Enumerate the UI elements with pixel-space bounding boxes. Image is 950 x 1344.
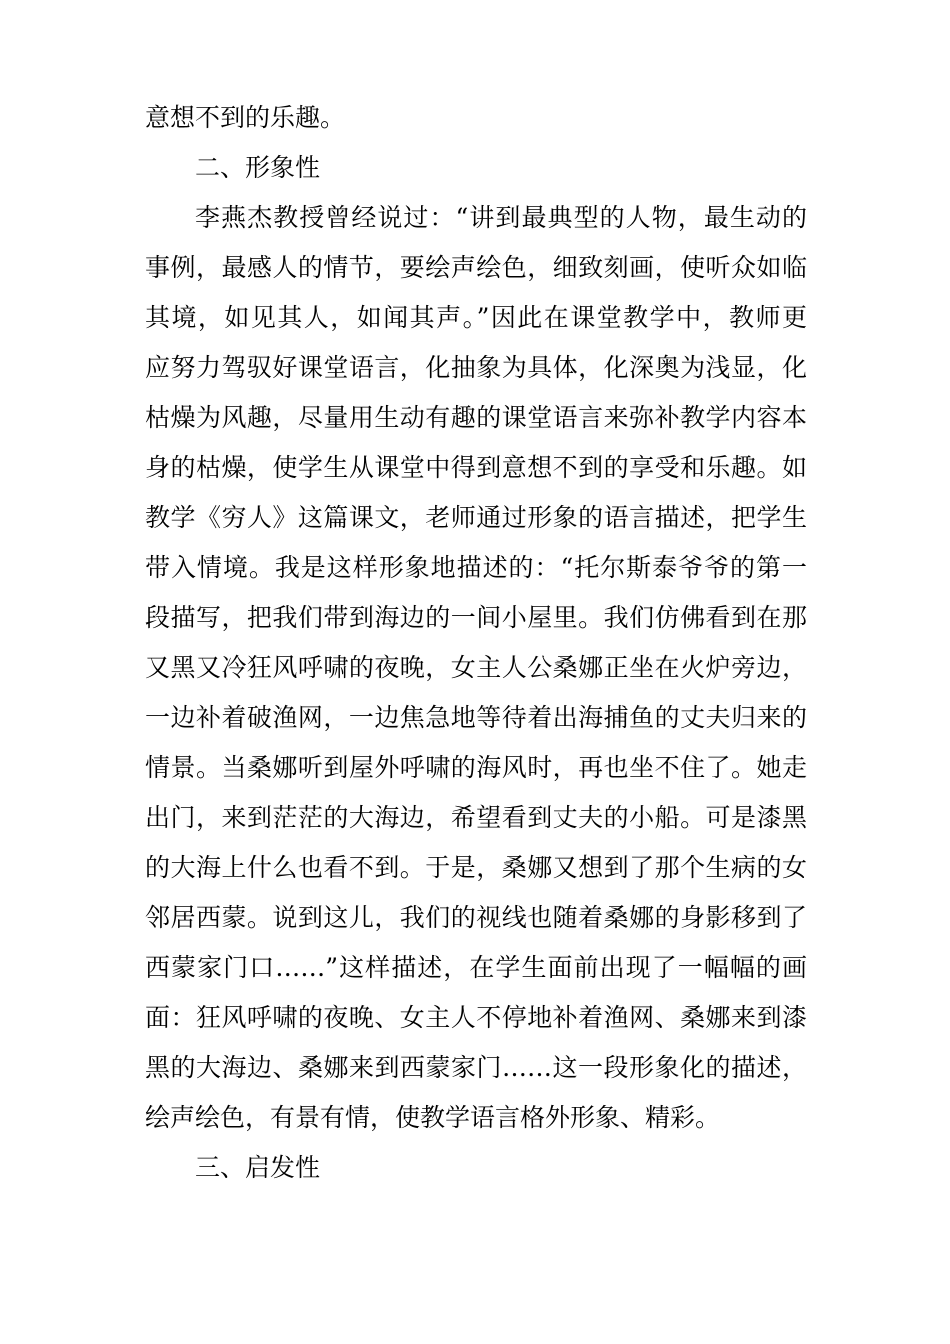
paragraph-line: 身的枯燥，使学生从课堂中得到意想不到的享受和乐趣。如 <box>145 453 807 482</box>
paragraph-line: 枯燥为风趣，尽量用生动有趣的课堂语言来弥补教学内容本 <box>145 403 807 432</box>
paragraph-line: 李燕杰教授曾经说过：“讲到最典型的人物，最生动的 <box>195 203 807 232</box>
paragraph-line: 教学《穷人》这篇课文，老师通过形象的语言描述，把学生 <box>145 503 807 532</box>
paragraph-line: 绘声绘色，有景有情，使教学语言格外形象、精彩。 <box>145 1103 721 1132</box>
paragraph-line: 一边补着破渔网，一边焦急地等待着出海捕鱼的丈夫归来的 <box>145 703 807 732</box>
section-heading-3: 三、启发性 <box>195 1153 321 1182</box>
paragraph-line: 邻居西蒙。说到这儿，我们的视线也随着桑娜的身影移到了 <box>145 903 807 932</box>
paragraph-line: 带入情境。我是这样形象地描述的：“托尔斯泰爷爷的第一 <box>145 553 807 582</box>
section-heading-2: 二、形象性 <box>195 153 321 182</box>
paragraph-line: 西蒙家门口……”这样描述，在学生面前出现了一幅幅的画 <box>145 953 807 982</box>
paragraph-line: 的大海上什么也看不到。于是，桑娜又想到了那个生病的女 <box>145 853 807 882</box>
paragraph-continuation-line: 意想不到的乐趣。 <box>145 103 346 132</box>
paragraph-line: 面：狂风呼啸的夜晚、女主人不停地补着渔网、桑娜来到漆 <box>145 1003 807 1032</box>
paragraph-line: 其境，如见其人，如闻其声。”因此在课堂教学中，教师更 <box>145 303 807 332</box>
paragraph-line: 应努力驾驭好课堂语言，化抽象为具体，化深奥为浅显，化 <box>145 353 807 382</box>
paragraph-line: 事例，最感人的情节，要绘声绘色，细致刻画，使听众如临 <box>145 253 807 282</box>
paragraph-line: 黑的大海边、桑娜来到西蒙家门……这一段形象化的描述， <box>145 1053 807 1082</box>
paragraph-line: 出门，来到茫茫的大海边，希望看到丈夫的小船。可是漆黑 <box>145 803 807 832</box>
paragraph-line: 段描写，把我们带到海边的一间小屋里。我们仿佛看到在那 <box>145 603 807 632</box>
paragraph-line: 又黑又冷狂风呼啸的夜晚，女主人公桑娜正坐在火炉旁边， <box>145 653 807 682</box>
paragraph-line: 情景。当桑娜听到屋外呼啸的海风时，再也坐不住了。她走 <box>145 753 807 782</box>
